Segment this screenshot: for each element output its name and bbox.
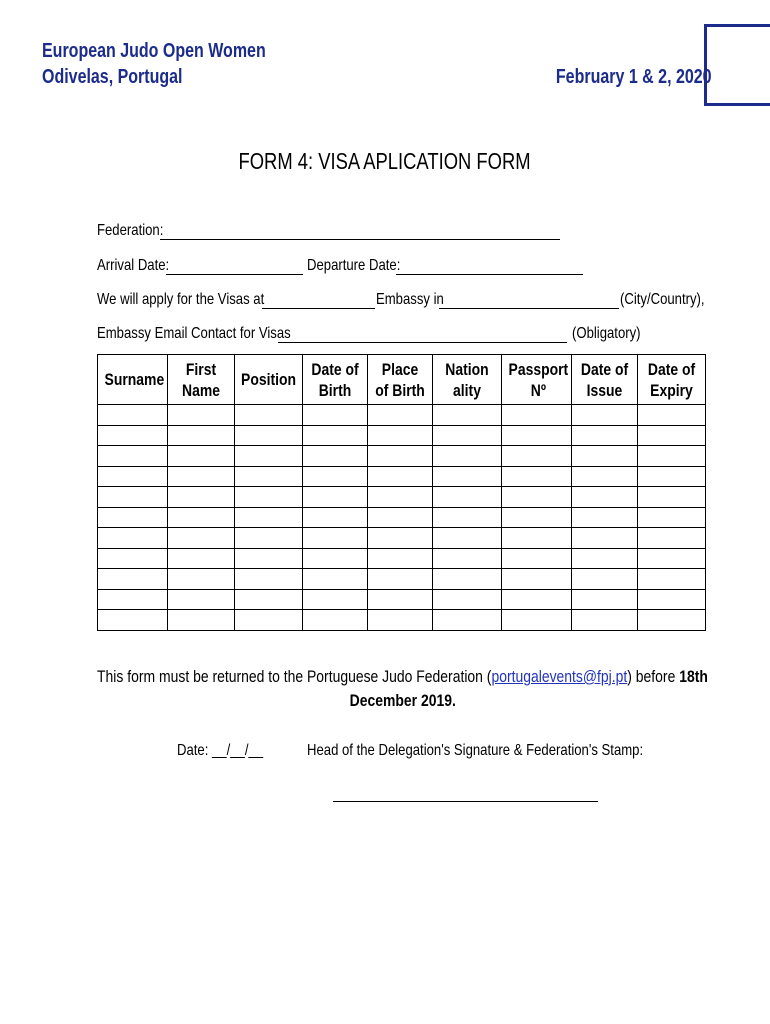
table-cell[interactable]	[235, 610, 303, 631]
table-cell[interactable]	[98, 507, 168, 528]
table-cell[interactable]	[433, 487, 502, 508]
table-cell[interactable]	[572, 507, 638, 528]
table-cell[interactable]	[368, 548, 433, 569]
table-row	[98, 569, 706, 590]
table-cell[interactable]	[303, 569, 368, 590]
table-cell[interactable]	[303, 446, 368, 467]
table-cell[interactable]	[433, 569, 502, 590]
table-cell[interactable]	[502, 405, 572, 426]
visa-embassy-label: Embassy in	[376, 291, 444, 308]
date-label: Date: __/__/__	[177, 742, 264, 759]
table-cell[interactable]	[638, 528, 706, 549]
email-label: Embassy Email Contact for Visas	[97, 325, 291, 342]
table-cell[interactable]	[502, 589, 572, 610]
table-cell[interactable]	[303, 466, 368, 487]
table-cell[interactable]	[235, 528, 303, 549]
table-cell[interactable]	[98, 569, 168, 590]
table-row	[98, 425, 706, 446]
table-cell[interactable]	[638, 405, 706, 426]
table-cell[interactable]	[368, 569, 433, 590]
event-name: European Judo Open Women	[42, 40, 266, 62]
table-cell[interactable]	[98, 548, 168, 569]
table-cell[interactable]	[98, 589, 168, 610]
federation-email-link[interactable]: portugalevents@fpj.pt	[491, 667, 628, 686]
table-cell[interactable]	[638, 446, 706, 467]
federation-label: Federation:	[97, 222, 164, 239]
table-cell[interactable]	[572, 405, 638, 426]
return-note	[0, 665, 770, 713]
table-cell[interactable]	[572, 425, 638, 446]
table-cell[interactable]	[638, 487, 706, 508]
table-cell[interactable]	[433, 528, 502, 549]
table-cell[interactable]	[168, 569, 235, 590]
table-cell[interactable]	[433, 610, 502, 631]
form-title: FORM 4: VISA APLICATION FORM	[238, 148, 532, 174]
table-cell[interactable]	[168, 487, 235, 508]
table-cell[interactable]	[168, 466, 235, 487]
table-cell[interactable]	[168, 589, 235, 610]
table-cell[interactable]	[502, 548, 572, 569]
table-cell[interactable]	[433, 466, 502, 487]
table-cell[interactable]	[638, 548, 706, 569]
table-cell[interactable]	[235, 425, 303, 446]
email-field[interactable]	[278, 342, 567, 343]
table-cell[interactable]	[168, 425, 235, 446]
visa-city-field[interactable]	[262, 308, 375, 309]
table-cell[interactable]	[368, 405, 433, 426]
table-cell[interactable]	[168, 507, 235, 528]
table-cell[interactable]	[98, 466, 168, 487]
table-row	[98, 528, 706, 549]
table-cell[interactable]	[433, 548, 502, 569]
table-cell[interactable]	[368, 589, 433, 610]
table-cell[interactable]	[235, 405, 303, 426]
table-cell[interactable]	[572, 548, 638, 569]
table-row	[98, 507, 706, 528]
table-row	[98, 487, 706, 508]
table-cell[interactable]	[638, 569, 706, 590]
event-dates: February 1 & 2, 2020	[556, 66, 712, 88]
table-cell[interactable]	[303, 548, 368, 569]
signature-field[interactable]	[333, 801, 598, 802]
table-cell[interactable]	[502, 569, 572, 590]
col-surname: Surname	[98, 355, 168, 405]
table-cell[interactable]	[638, 507, 706, 528]
table-cell[interactable]	[638, 610, 706, 631]
table-cell[interactable]	[433, 446, 502, 467]
table-cell[interactable]	[572, 528, 638, 549]
table-cell[interactable]	[368, 425, 433, 446]
table-cell[interactable]	[572, 610, 638, 631]
table-cell[interactable]	[502, 425, 572, 446]
table-cell[interactable]	[638, 589, 706, 610]
table-cell[interactable]	[368, 528, 433, 549]
table-cell[interactable]	[433, 507, 502, 528]
table-cell[interactable]	[368, 487, 433, 508]
col-passport: Passport Nº	[502, 355, 572, 405]
col-date-of-issue: Date of Issue	[572, 355, 638, 405]
table-cell[interactable]	[303, 487, 368, 508]
applicants-table	[97, 354, 706, 631]
table-cell[interactable]	[368, 466, 433, 487]
table-cell[interactable]	[502, 507, 572, 528]
table-row	[98, 548, 706, 569]
table-cell[interactable]	[638, 425, 706, 446]
table-cell[interactable]	[235, 487, 303, 508]
departure-field[interactable]	[396, 274, 583, 275]
table-cell[interactable]	[168, 405, 235, 426]
arrival-field[interactable]	[166, 274, 303, 275]
signature-label: Head of the Delegation's Signature & Federation's Stamp:	[307, 742, 644, 759]
table-cell[interactable]	[98, 425, 168, 446]
event-location: Odivelas, Portugal	[42, 66, 183, 88]
deadline-part1: 18th	[679, 667, 708, 686]
table-header-row	[98, 355, 706, 405]
table-cell[interactable]	[433, 405, 502, 426]
table-cell[interactable]	[168, 528, 235, 549]
table-cell[interactable]	[168, 446, 235, 467]
table-cell[interactable]	[303, 507, 368, 528]
col-place-of-birth: Place of Birth	[368, 355, 433, 405]
col-date-of-expiry: Date of Expiry	[638, 355, 706, 405]
arrival-label: Arrival Date:	[97, 257, 170, 274]
table-cell[interactable]	[98, 610, 168, 631]
table-cell[interactable]	[638, 466, 706, 487]
table-cell[interactable]	[502, 446, 572, 467]
visa-embassy-field[interactable]	[439, 308, 619, 309]
table-cell[interactable]	[235, 507, 303, 528]
table-cell[interactable]	[368, 610, 433, 631]
table-cell[interactable]	[368, 446, 433, 467]
departure-label: Departure Date:	[307, 257, 401, 274]
table-row	[98, 466, 706, 487]
federation-field[interactable]	[160, 239, 560, 240]
table-cell[interactable]	[235, 569, 303, 590]
table-cell[interactable]	[303, 528, 368, 549]
table-cell[interactable]	[502, 466, 572, 487]
table-cell[interactable]	[502, 487, 572, 508]
table-cell[interactable]	[235, 466, 303, 487]
table-cell[interactable]	[235, 589, 303, 610]
deadline-part2: December 2019.	[349, 691, 456, 710]
col-position: Position	[235, 355, 303, 405]
table-cell[interactable]	[502, 528, 572, 549]
table-cell[interactable]	[572, 589, 638, 610]
table-row	[98, 446, 706, 467]
table-cell[interactable]	[303, 589, 368, 610]
col-first-name: First Name	[168, 355, 235, 405]
table-cell[interactable]	[572, 446, 638, 467]
table-cell[interactable]	[303, 425, 368, 446]
table-cell[interactable]	[433, 589, 502, 610]
table-row	[98, 405, 706, 426]
table-cell[interactable]	[572, 569, 638, 590]
email-suffix: (Obligatory)	[572, 325, 641, 342]
table-cell[interactable]	[98, 405, 168, 426]
table-row	[98, 610, 706, 631]
table-cell[interactable]	[368, 507, 433, 528]
table-cell[interactable]	[303, 405, 368, 426]
table-cell[interactable]	[572, 487, 638, 508]
visa-suffix: (City/Country),	[620, 291, 705, 308]
table-cell[interactable]	[98, 487, 168, 508]
col-nationality: Nationality	[433, 355, 502, 405]
note-mid: ) before	[627, 667, 680, 686]
corner-frame	[704, 24, 770, 106]
table-row	[98, 589, 706, 610]
visa-prefix: We will apply for the Visas at	[97, 291, 265, 308]
table-cell[interactable]	[98, 528, 168, 549]
table-cell[interactable]	[235, 548, 303, 569]
table-cell[interactable]	[98, 446, 168, 467]
table-cell[interactable]	[168, 548, 235, 569]
table-cell[interactable]	[235, 446, 303, 467]
table-cell[interactable]	[572, 466, 638, 487]
col-date-of-birth: Date of Birth	[303, 355, 368, 405]
note-prefix: This form must be returned to the Portuguese Judo Federation (	[97, 667, 492, 686]
table-cell[interactable]	[502, 610, 572, 631]
table-cell[interactable]	[303, 610, 368, 631]
table-cell[interactable]	[433, 425, 502, 446]
table-cell[interactable]	[168, 610, 235, 631]
